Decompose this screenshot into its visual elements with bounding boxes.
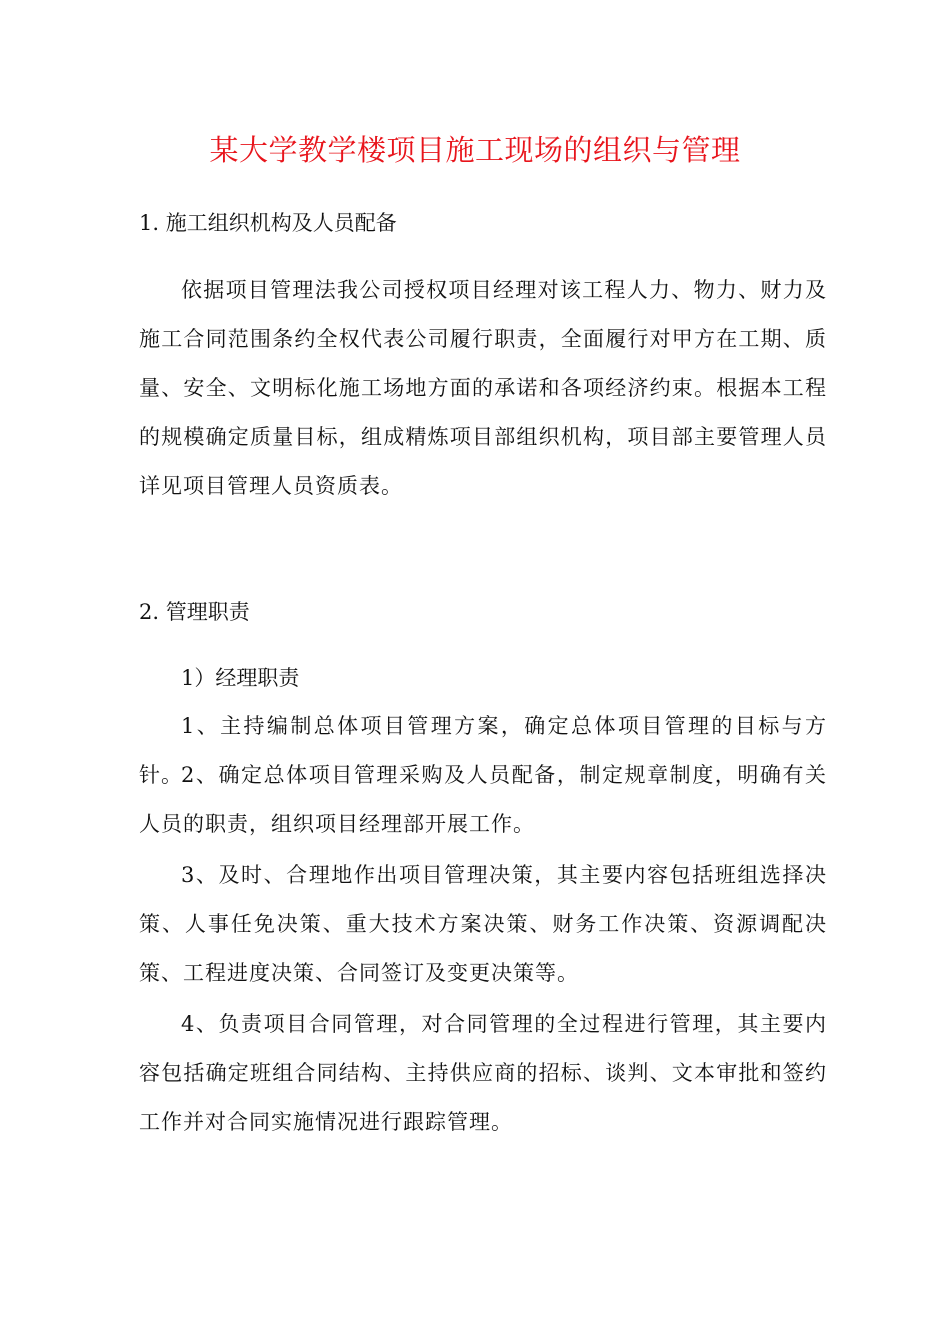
- duty-item-2: 2、确定总体项目管理采购及人员配备，制定规章制度，明确有关人员的职责，组织项目经理部开展工作。: [139, 763, 827, 836]
- subsection-heading-manager-duties: 1）经理职责: [181, 666, 300, 690]
- duty-item-1: 1、主持编制总体项目管理方案，确定总体项目管理的目标与方针。: [139, 714, 827, 787]
- section-heading-2: 2. 管理职责: [139, 600, 250, 624]
- section-heading-1: 1. 施工组织机构及人员配备: [139, 211, 397, 235]
- duty-item-3: 3、及时、合理地作出项目管理决策，其主要内容包括班组选择决策、人事任免决策、重大技术方案决策、财务工作决策、资源调配决策、工程进度决策、合同签订及变更决策等。: [139, 863, 827, 985]
- document-title: 某大学教学楼项目施工现场的组织与管理: [209, 133, 741, 167]
- section-1-paragraph: 依据项目管理法我公司授权项目经理对该工程人力、物力、财力及施工合同范围条约全权代表公司履行职责，全面履行对甲方在工期、质量、安全、文明标化施工场地方面的承诺和各项经济约束。根据本工程的规模确定质量目标，组成精炼项目部组织机构，项目部主要管理人员详见项目管理人员资质表。: [139, 278, 827, 498]
- duty-item-4: 4、负责项目合同管理，对合同管理的全过程进行管理，其主要内容包括确定班组合同结构、主持供应商的招标、谈判、文本审批和签约工作并对合同实施情况进行跟踪管理。: [139, 1012, 827, 1134]
